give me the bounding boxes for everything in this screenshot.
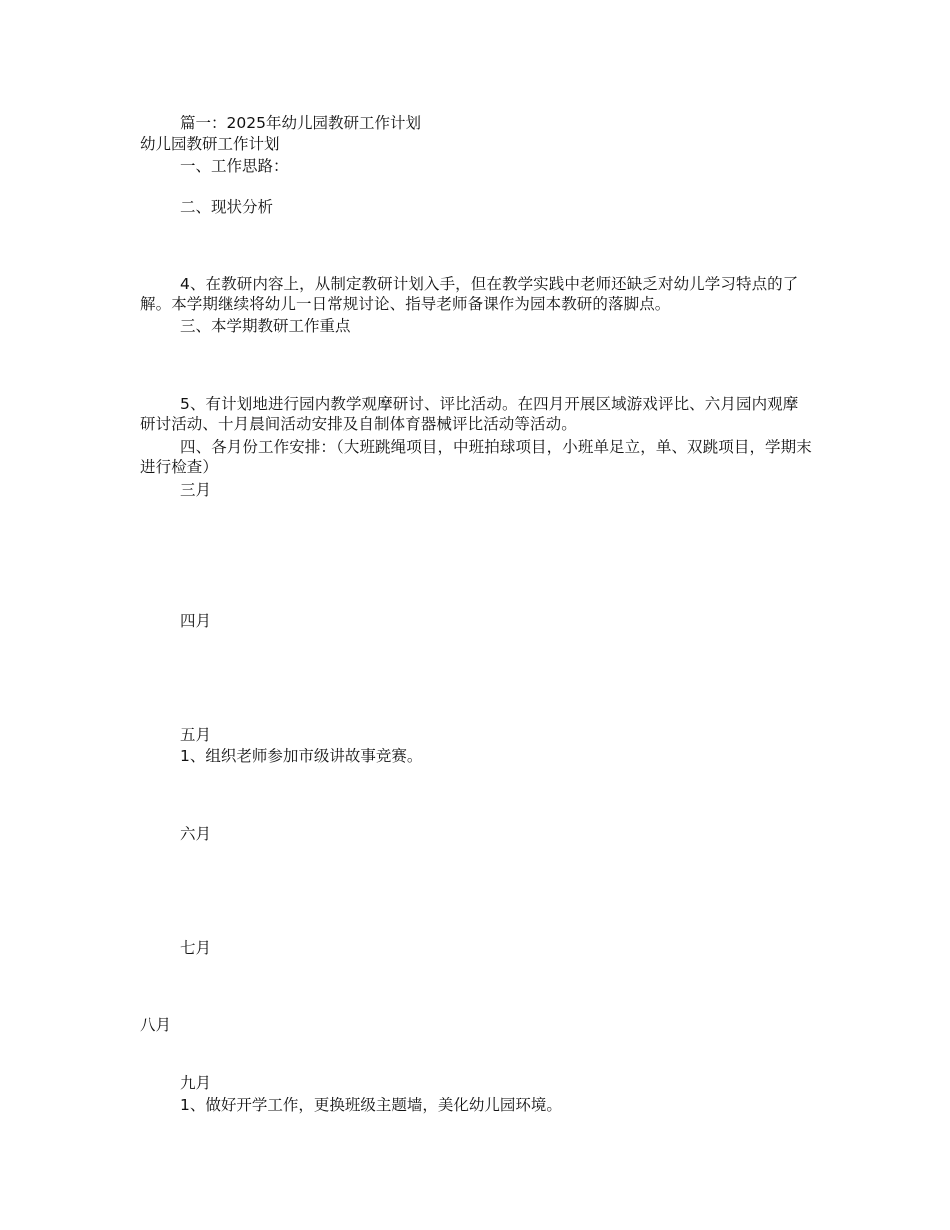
month-june: 六月 <box>180 825 212 843</box>
section-semester-focus: 三、本学期教研工作重点 <box>180 317 351 335</box>
september-item-1: 1、做好开学工作，更换班级主题墙，美化幼儿园环境。 <box>180 1096 562 1114</box>
month-may: 五月 <box>180 726 212 744</box>
may-item-1: 1、组织老师参加市级讲故事竞赛。 <box>180 747 423 765</box>
month-july: 七月 <box>180 939 212 957</box>
section-work-approach: 一、工作思路： <box>180 157 289 175</box>
section-monthly-schedule: 四、各月份工作安排：（大班跳绳项目，中班拍球项目，小班单足立，单、双跳项目，学期末进行检查） <box>140 438 812 476</box>
document-subtitle: 幼儿园教研工作计划 <box>140 135 280 153</box>
paragraph-research-content: 4、在教研内容上，从制定教研计划入手，但在教学实践中老师还缺乏对幼儿学习特点的了解。本学期继续将幼儿一日常规讨论、指导老师备课作为园本教研的落脚点。 <box>140 275 799 313</box>
document-heading: 篇一：2025年幼儿园教研工作计划 <box>180 114 421 132</box>
section-status-analysis: 二、现状分析 <box>180 198 274 216</box>
paragraph-observation-activities: 5、有计划地进行园内教学观摩研讨、评比活动。在四月开展区域游戏评比、六月园内观摩研讨活动、十月晨间活动安排及自制体育器械评比活动等活动。 <box>140 395 799 433</box>
month-september: 九月 <box>180 1074 212 1092</box>
month-august: 八月 <box>140 1016 172 1034</box>
month-march: 三月 <box>180 481 212 499</box>
month-april: 四月 <box>180 612 212 630</box>
